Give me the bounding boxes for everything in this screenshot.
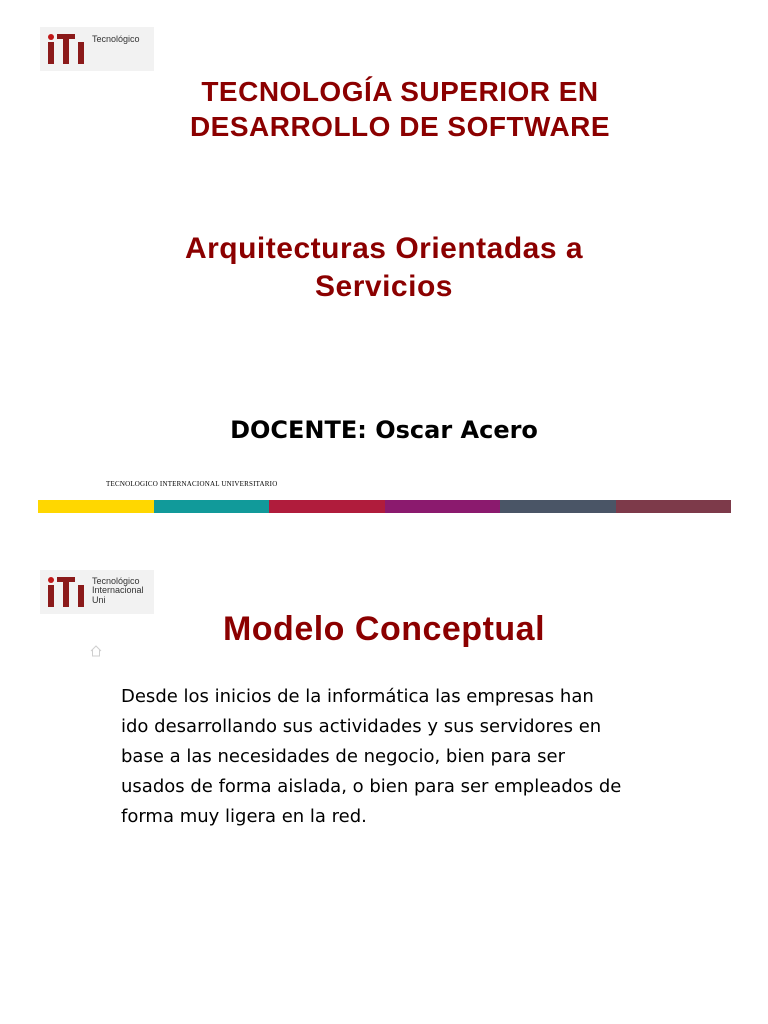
color-strip-segment [154, 500, 270, 513]
color-strip-segment [269, 500, 385, 513]
color-strip-segment [616, 500, 732, 513]
course-title-line-2: Servicios [315, 270, 453, 303]
body-line: forma muy ligera en la red. [121, 806, 367, 827]
color-strip-segment [38, 500, 154, 513]
iti-logo-icon [40, 570, 84, 607]
docente-label: DOCENTE: Oscar Acero [230, 416, 538, 444]
body-line: ido desarrollando sus actividades y sus servidores en [121, 716, 602, 737]
content-slide [0, 548, 768, 1024]
program-title-line-2: DESARROLLO DE SOFTWARE [189, 111, 611, 142]
iti-logo-icon [40, 27, 84, 64]
logo-text-line-1: Tecnológico [92, 576, 140, 586]
slide-title: Modelo Conceptual [222, 610, 546, 648]
color-strip [38, 500, 731, 513]
slide-body [121, 682, 661, 832]
logo-text-line-2: Internacional [92, 585, 144, 596]
institution-name: TECNOLOGICO INTERNACIONAL UNIVERSITARIO [106, 480, 278, 488]
logo-text [84, 570, 144, 605]
logo-text: Tecnológico [92, 34, 140, 44]
course-title [84, 230, 684, 306]
program-title [100, 74, 700, 144]
logo-text-line-3: Uni [92, 594, 106, 605]
program-title-line-1: TECNOLOGÍA SUPERIOR EN [201, 76, 599, 107]
body-line: base a las necesidades de negocio, bien para ser [121, 746, 565, 767]
color-strip-segment [385, 500, 501, 513]
iti-logo [40, 570, 154, 614]
course-title-line-1: Arquitecturas Orientadas a [184, 232, 584, 265]
iti-logo [40, 27, 154, 71]
color-strip-segment [500, 500, 616, 513]
body-line: Desde los inicios de la informática las empresas han [121, 686, 594, 707]
body-line: usados de forma aislada, o bien para ser empleados de [121, 776, 622, 797]
